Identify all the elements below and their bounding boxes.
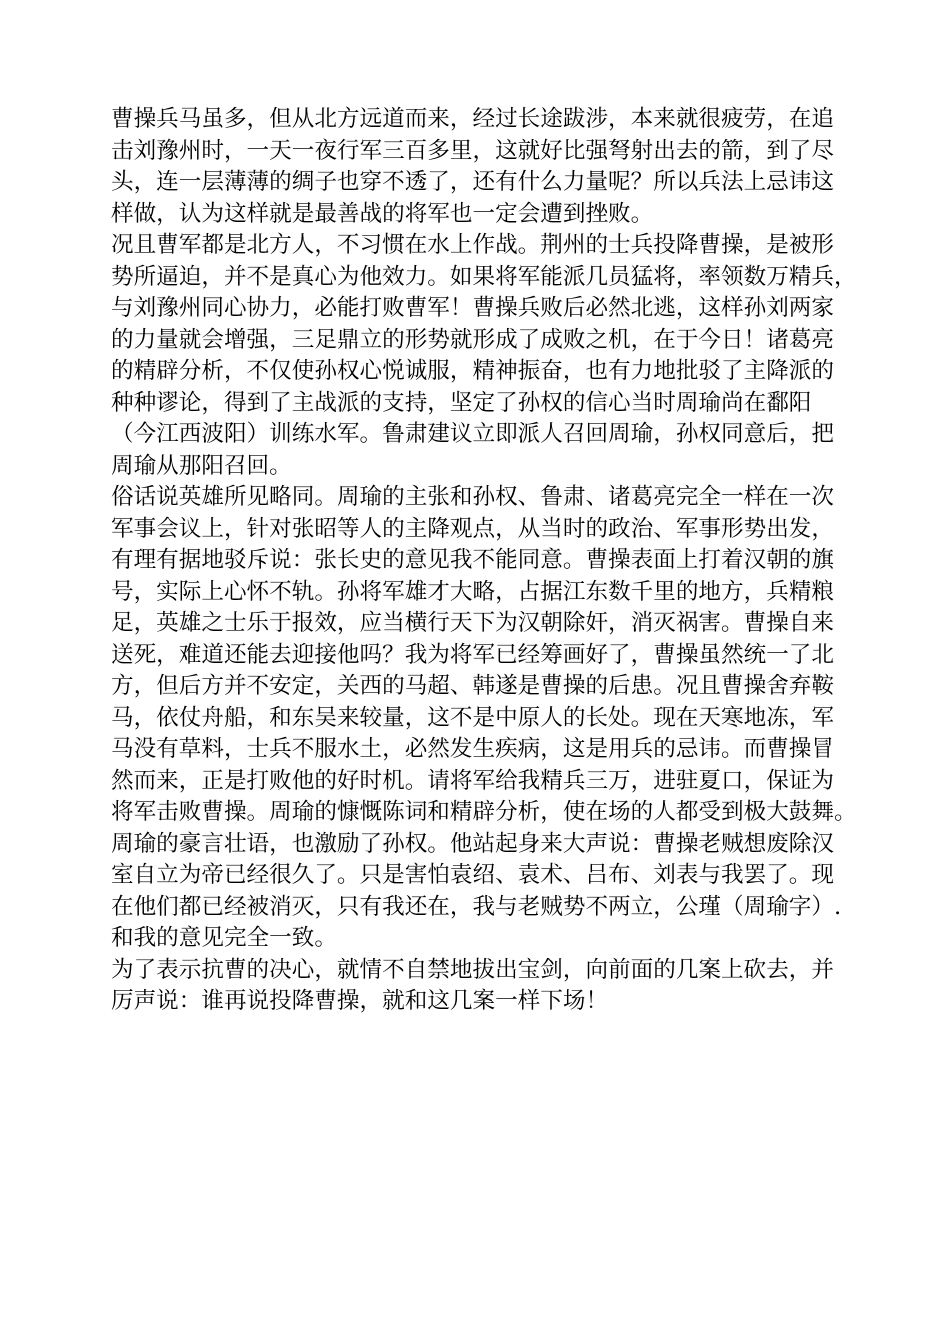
text-line: 的力量就会增强，三足鼎立的形势就形成了成败之机，在于今日！诸葛亮 — [111, 326, 834, 353]
text-line: 曹操兵马虽多，但从北方远道而来，经过长途跋涉，本来就很疲劳，在追 — [111, 106, 834, 132]
text-line: 势所逼迫，并不是真心为他效力。如果将军能派几员猛将，率领数万精兵， — [111, 263, 857, 290]
text-line: 室自立为帝已经很久了。只是害怕袁绍、袁术、吕布、刘表与我罢了。现 — [111, 862, 834, 888]
text-line: 在他们都已经被消灭，只有我还在，我与老贼势不两立，公瑾（周瑜字）. — [111, 893, 842, 920]
text-line: 号，实际上心怀不轨。孙将军雄才大略，占据江东数千里的地方，兵精粮 — [111, 578, 834, 605]
text-line: 种种谬论，得到了主战派的支持，坚定了孙权的信心当时周瑜尚在鄱阳 — [111, 389, 812, 416]
text-line: 厉声说：谁再说投降曹操，就和这几案一样下场！ — [111, 988, 609, 1014]
text-line: 有理有据地驳斥说：张长史的意见我不能同意。曹操表面上打着汉朝的旗 — [111, 547, 834, 573]
text-line: 头，连一层薄薄的绸子也穿不透了，还有什么力量呢？所以兵法上忌讳这 — [111, 169, 834, 195]
text-line: 击刘豫州时，一天一夜行军三百多里，这就好比强弩射出去的箭，到了尽 — [111, 137, 834, 164]
text-line: 周瑜的豪言壮语，也激励了孙权。他站起身来大声说：曹操老贼想废除汉 — [111, 830, 834, 857]
text-line: 的精辟分析，不仅使孙权心悦诚服，精神振奋，也有力地批驳了主降派的 — [111, 358, 834, 384]
body-text — [111, 104, 881, 1018]
text-line: 和我的意见完全一致。 — [111, 925, 337, 951]
text-line: 况且曹军都是北方人，不习惯在水上作战。荆州的士兵投降曹操，是被形 — [111, 232, 834, 258]
text-line: （今江西波阳）训练水军。鲁肃建议立即派人召回周瑜，孙权同意后，把 — [111, 421, 834, 447]
text-line: 方，但后方并不安定，关西的马超、韩遂是曹操的后患。况且曹操舍弃鞍 — [111, 673, 834, 699]
text-line: 与刘豫州同心协力，必能打败曹军！曹操兵败后必然北逃，这样孙刘两家 — [111, 295, 834, 321]
text-line: 为了表示抗曹的决心，就情不自禁地拔出宝剑，向前面的几案上砍去，并 — [111, 956, 834, 983]
text-line: 俗话说英雄所见略同。周瑜的主张和孙权、鲁肃、诸葛亮完全一样在一次 — [111, 484, 834, 510]
text-line: 样做，认为这样就是最善战的将军也一定会遭到挫败。 — [111, 200, 654, 227]
text-line: 马没有草料，士兵不服水土，必然发生疾病，这是用兵的忌讳。而曹操冒 — [111, 736, 834, 762]
text-line: 周瑜从那阳召回。 — [111, 452, 292, 479]
text-line: 军事会议上，针对张昭等人的主降观点，从当时的政治、军事形势出发， — [111, 515, 834, 542]
text-line: 足，英雄之士乐于报效，应当横行天下为汉朝除奸，消灭祸害。曹操自来 — [111, 610, 834, 636]
text-line: 将军击败曹操。周瑜的慷慨陈词和精辟分析，使在场的人都受到极大鼓舞。 — [111, 799, 857, 825]
text-line: 送死，难道还能去迎接他吗？我为将军已经筹画好了，曹操虽然统一了北 — [111, 641, 834, 668]
text-line: 马，依仗舟船，和东吴来较量，这不是中原人的长处。现在天寒地冻，军 — [111, 704, 834, 731]
text-line: 然而来，正是打败他的好时机。请将军给我精兵三万，进驻夏口，保证为 — [111, 767, 834, 794]
